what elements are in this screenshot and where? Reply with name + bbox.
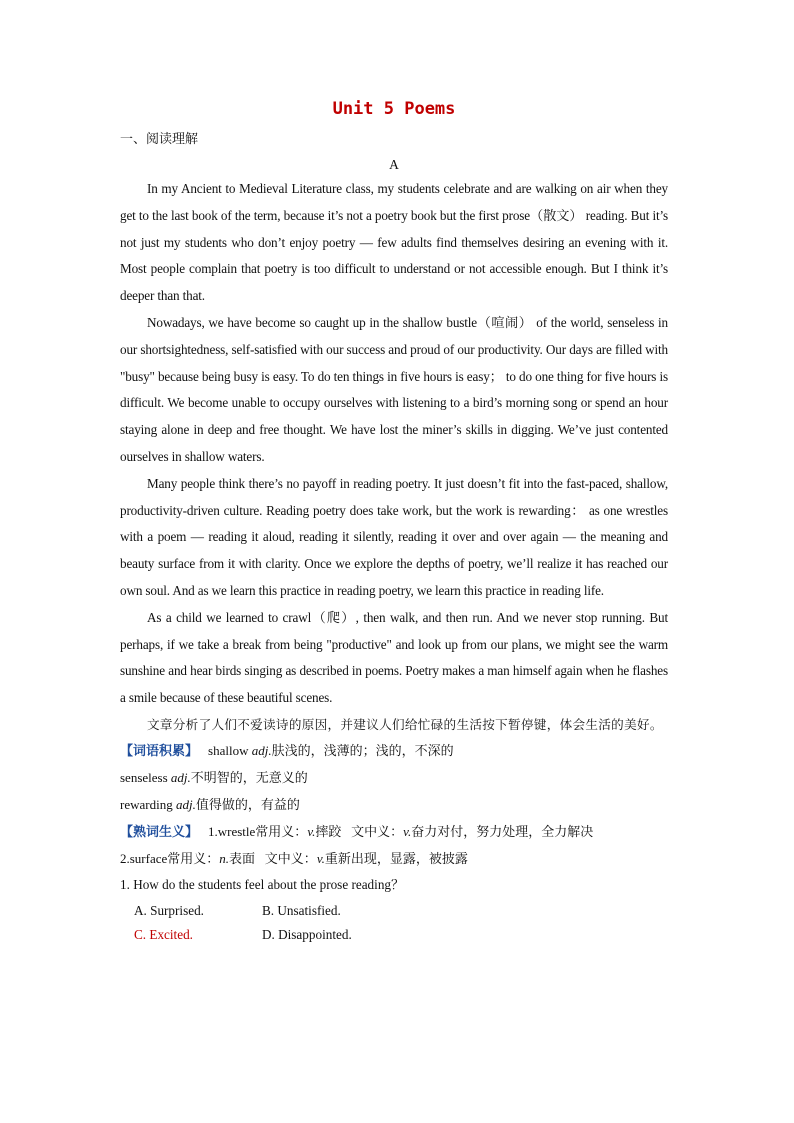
- page-title: Unit 5 Poems: [332, 99, 456, 119]
- polysemy-prefix: 1.wrestle常用义：: [208, 823, 308, 839]
- options-row-2: [120, 923, 668, 947]
- polysemy-context: 重新出现，显露，被披露: [324, 850, 468, 866]
- paragraph-3: Many people think there’s no payoff in reading poetry. It just doesn’t fit into the fast-paced, shallow, productivity-driven culture. Reading poetry does take work, but the work is rewarding： as one wrestles with a poem — reading it aloud, reading it silently, reading it over and over again — the meaning and beauty surface from it with clarity. Once we explore the depths of poetry, we’ll realize it has reached our own soul. And as we learn this practice in reading poetry, we learn this practice in reading life.: [120, 475, 668, 598]
- option-b[interactable]: B. Unsatisfied.: [262, 903, 341, 919]
- polysemy-mid: 文中义：: [351, 823, 404, 839]
- vocab-line-2: [120, 765, 668, 792]
- polysemy-prefix: 2.surface常用义：: [120, 850, 220, 866]
- vocab-word: shallow: [208, 743, 249, 759]
- polysemy-context: 奋力对付，努力处理，全力解决: [411, 823, 594, 839]
- polysemy-line-2: [120, 846, 668, 873]
- vocab-pos: adj.: [175, 797, 196, 813]
- polysemy-pos: v.: [316, 850, 325, 866]
- options-row-1: [120, 899, 668, 923]
- polysemy-common: 摔跤: [315, 823, 342, 839]
- polysemy-common: 表面: [229, 850, 256, 866]
- polysemy-pos: n.: [219, 850, 230, 866]
- vocab-word: rewarding: [120, 797, 173, 813]
- vocab-line-3: [120, 792, 668, 819]
- vocab-tag: 【词语积累】: [120, 743, 199, 759]
- polysemy-mid: 文中义：: [264, 850, 317, 866]
- passage-label: A: [389, 157, 399, 172]
- vocab-meaning: 值得做的，有益的: [195, 797, 300, 813]
- question-text: 1. How do the students feel about the prose reading？: [120, 877, 405, 893]
- vocab-meaning: 不明智的，无意义的: [190, 770, 308, 786]
- option-c[interactable]: C. Excited.: [134, 927, 193, 943]
- vocab-meaning: 肤浅的，浅薄的；浅的，不深的: [271, 743, 454, 759]
- vocab-line-1: [120, 738, 668, 765]
- section-heading: 一、阅读理解: [120, 131, 199, 146]
- paragraph-4: As a child we learned to crawl（爬）, then walk, and then run. And we never stop running. But perhaps, if we take a break from being "productive" and look up from our plans, we might see the warm sunshine and hear birds singing as described in poems. Poetry makes a man himself again when he flashes a smile because of these beautiful scenes.: [120, 609, 668, 706]
- summary-note: 文章分析了人们不爱读诗的原因，并建议人们给忙碌的生活按下暂停键，体会生活的美好。: [147, 717, 663, 732]
- document-content: [120, 96, 668, 947]
- polysemy-line-1: [120, 819, 668, 846]
- vocab-word: senseless: [120, 770, 168, 786]
- vocab-pos: adj.: [251, 743, 272, 759]
- option-d[interactable]: D. Disappointed.: [262, 927, 352, 943]
- vocab-pos: adj.: [170, 770, 191, 786]
- paragraph-1: In my Ancient to Medieval Literature class, my students celebrate and are walking on air when they get to the last book of the term, because it’s not a poetry book but the first prose（散文） reading. But it’s not just my students who don’t enjoy poetry — few adults find themselves desiring an evening with it. Most people complain that poetry is too difficult to understand or not accessible enough. But I think it’s deeper than that.: [120, 181, 668, 304]
- polysemy-tag: 【熟词生义】: [120, 823, 199, 839]
- paragraph-2: Nowadays, we have become so caught up in the shallow bustle（喧闹） of the world, senseless in our shortsightedness, self-satisfied with our success and proud of our productivity. Our days are filled with "busy" because being busy is easy. To do ten things in five hours is easy； to do one thing for five hours is difficult. We become unable to occupy ourselves with listening to a bird’s morning song or spend an hour staying alone in deep and free thought. We have lost the miner’s skills in digging. We’ve just contented ourselves in shallow waters.: [120, 314, 668, 464]
- polysemy-pos: v.: [307, 823, 316, 839]
- option-a[interactable]: A. Surprised.: [134, 903, 204, 919]
- polysemy-pos: v.: [403, 823, 412, 839]
